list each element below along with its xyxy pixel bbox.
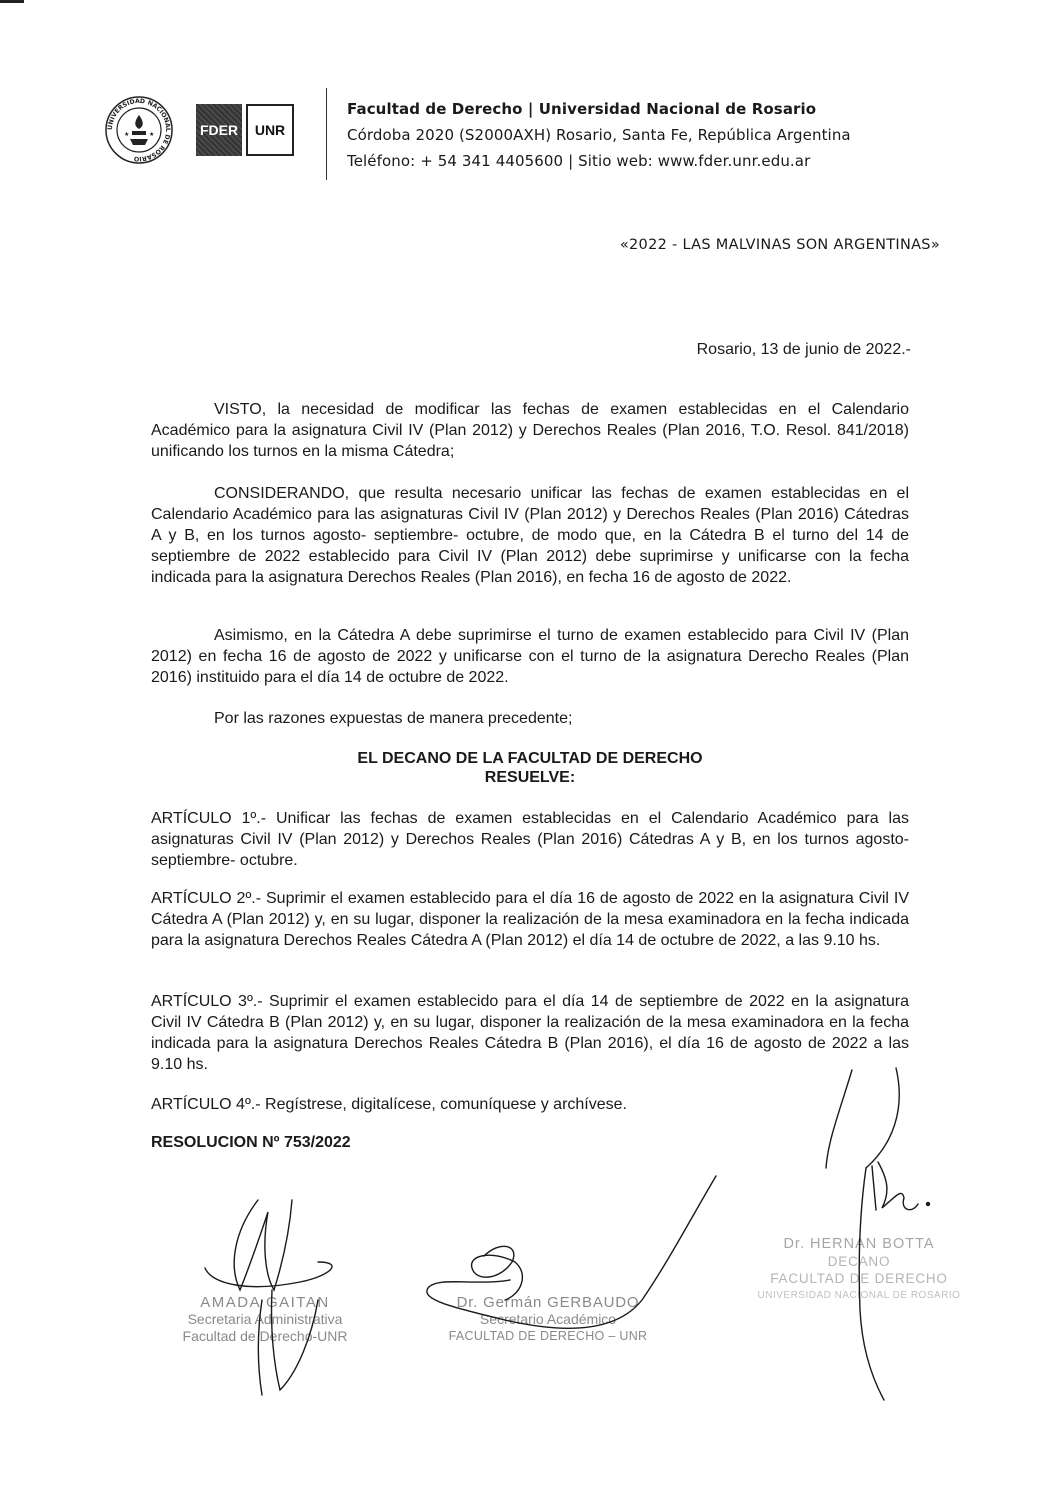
signer-title: DECANO	[827, 1254, 891, 1269]
institution-contact: Teléfono: + 54 341 4405600 | Sitio web: www.fder.unr.edu.ar	[347, 152, 811, 170]
institution-name: Facultad de Derecho | Universidad Nacional de Rosario	[347, 100, 817, 118]
signer-name: Dr. Germán GERBAUDO	[456, 1294, 640, 1311]
paragraph-asimismo: Asimismo, en la Cátedra A debe suprimirse el turno de examen establecido para Civil IV (Plan 2012) en fecha 16 de agosto de 2022 y unificarse con el turno de la asignatura Derecho Reales (Plan 2016) instituido para el día 14 de octubre de 2022.	[151, 627, 909, 686]
signer-title: Secretario Académico	[479, 1311, 617, 1327]
svg-text:★: ★	[149, 132, 155, 138]
signer-name: Dr. HERNAN BOTTA	[783, 1236, 935, 1252]
article-2: ARTÍCULO 2º.- Suprimir el examen establecido para el día 16 de agosto de 2022 en la asignatura Civil IV Cátedra A (Plan 2012) y, en su lugar, disponer la realización de la mesa examinadora en la fecha indicada para la asignatura Derechos Reales Cátedra A (Plan 2012) el día 14 de octubre de 2022, a las 9.10 hs.	[151, 890, 909, 949]
paragraph-considerando: CONSIDERANDO, que resulta necesario unificar las fechas de examen establecidas en el Calendario Académico para las asignaturas Civil IV (Plan 2012) y Derechos Reales (Plan 2016) Cátedras A y B, en los turnos agosto- septiembre- octubre, de modo que, en la Cátedra B el turno del 14 de septiembre de 2022 establecido para Civil IV (Plan 2012) debe suprimirse y unificarse con la fecha indicada para la asignatura Derechos Reales (Plan 2016), en fecha 16 de agosto de 2022.	[151, 485, 909, 586]
signer-title: Secretaria Administrativa	[187, 1311, 343, 1327]
signer-office: Facultad de Derecho-UNR	[182, 1328, 348, 1344]
institution-address: Córdoba 2020 (S2000AXH) Rosario, Santa Fe, República Argentina	[347, 126, 851, 144]
resolution-heading-line2: RESUELVE:	[484, 769, 576, 786]
signer-name: AMADA GAITAN	[200, 1294, 330, 1311]
unr-logo: UNR	[246, 104, 294, 156]
resolution-number: RESOLUCION Nº 753/2022	[151, 1134, 351, 1151]
article-4: ARTÍCULO 4º.- Regístrese, digitalícese, comuníquese y archívese.	[151, 1096, 627, 1113]
signer-office: FACULTAD DE DERECHO – UNR	[448, 1329, 648, 1343]
document-date: Rosario, 13 de junio de 2022.-	[696, 341, 911, 358]
fder-logo: FDER	[196, 104, 242, 156]
svg-text:★: ★	[124, 132, 130, 138]
signer-office: FACULTAD DE DERECHO	[770, 1271, 948, 1286]
paragraph-visto: VISTO, la necesidad de modificar las fechas de examen establecidas en el Calendario Académico para la asignatura Civil IV (Plan 2012) y Derechos Reales (Plan 2016, T.O. Resol. 841/2018) unificando los turnos en la misma Cátedra;	[151, 401, 909, 460]
motto: «2022 - LAS MALVINAS SON ARGENTINAS»	[619, 237, 940, 253]
paragraph-razones: Por las razones expuestas de manera precedente;	[214, 710, 573, 727]
article-3: ARTÍCULO 3º.- Suprimir el examen establecido para el día 14 de septiembre de 2022 en la asignatura Civil IV Cátedra B (Plan 2012) y, en su lugar, disponer la realización de la mesa examinadora en la fecha indicada para la asignatura Derechos Reales Cátedra B (Plan 2016), el día 16 de agosto de 2022 a las 9.10 hs.	[151, 993, 909, 1073]
signer-institution: UNIVERSIDAD NACIONAL DE ROSARIO	[757, 1290, 961, 1301]
article-1: ARTÍCULO 1º.- Unificar las fechas de examen establecidas en el Calendario Académico para las asignaturas Civil IV (Plan 2012) y Derechos Reales (Plan 2016) Cátedras A y B, en los turnos agosto- septiembre- octubre.	[151, 810, 909, 869]
svg-text:UNIVERSIDAD NACIONAL DE ROSARI: UNIVERSIDAD NACIONAL DE ROSARIO	[106, 97, 172, 163]
resolution-heading-line1: EL DECANO DE LA FACULTAD DE DERECHO	[357, 750, 703, 767]
